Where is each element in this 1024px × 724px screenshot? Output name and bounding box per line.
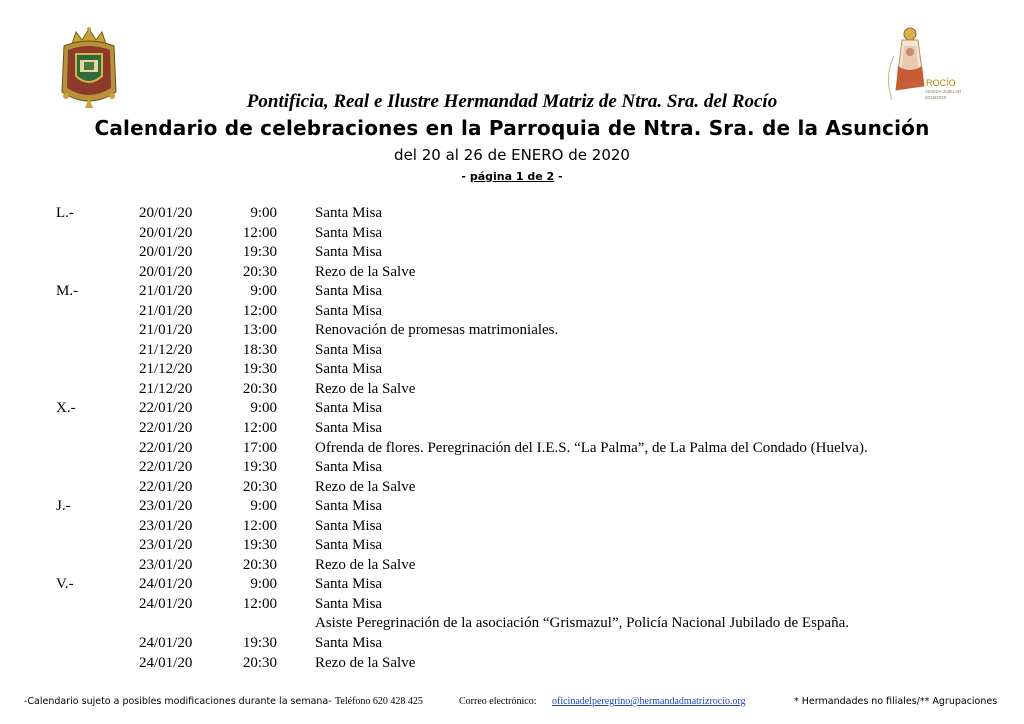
event-cell: Santa Misa [315,595,383,612]
schedule-row [0,439,1024,459]
date-cell: 21/01/20 [139,302,193,319]
schedule-row [0,419,1024,439]
event-cell: Rezo de la Salve [315,263,416,280]
schedule-row [0,399,1024,419]
rocio-logo-subtext: VENIDA JUBILAR [925,89,962,94]
day-label: M.- [56,283,79,300]
event-cell: Santa Misa [315,537,383,554]
date-cell: 24/01/20 [139,576,193,593]
time-cell: 19:30 [242,537,277,554]
time-cell: 9:00 [250,576,277,593]
date-cell: 23/01/20 [139,537,193,554]
schedule-row [0,341,1024,361]
date-cell: 21/12/20 [139,361,193,378]
date-cell: 23/01/20 [139,498,193,515]
schedule-row [0,497,1024,517]
schedule-row [0,614,1024,634]
event-cell: Santa Misa [315,224,383,241]
event-cell: Ofrenda de flores. Peregrinación del I.E.S. “La Palma”, de La Palma del Condado (Huelva). [315,439,868,456]
page-title: Calendario de celebraciones en la Parroquia de Ntra. Sra. de la Asunción [94,116,930,140]
date-cell: 20/01/20 [139,263,193,280]
date-cell: 23/01/20 [139,517,193,534]
day-label: V.- [56,576,74,593]
schedule-list [0,204,1024,673]
time-cell: 19:30 [242,361,277,378]
event-cell: Santa Misa [315,341,383,358]
footer-phone: Teléfono 620 428 425 [335,696,423,707]
schedule-row [0,224,1024,244]
time-cell: 9:00 [250,400,277,417]
footer [0,694,1024,710]
event-cell: Rezo de la Salve [315,654,416,671]
page-prefix: - [461,170,470,183]
date-cell: 24/01/20 [139,654,193,671]
date-cell: 22/01/20 [139,459,193,476]
date-cell: 22/01/20 [139,400,193,417]
schedule-row [0,380,1024,400]
footer-email-label: Correo electrónico: [459,696,537,707]
time-cell: 9:00 [250,283,277,300]
org-name: Pontificia, Real e Ilustre Hermandad Matriz de Ntra. Sra. del Rocío [246,91,778,112]
time-cell: 12:00 [242,517,277,534]
page-indicator [0,170,1024,183]
time-cell: 20:30 [242,380,277,397]
schedule-row [0,634,1024,654]
schedule-row [0,478,1024,498]
time-cell: 19:30 [242,244,277,261]
schedule-row [0,204,1024,224]
date-cell: 21/12/20 [139,341,193,358]
time-cell: 12:00 [242,420,277,437]
date-cell: 22/01/20 [139,478,193,495]
footer-note: -Calendario sujeto a posibles modificaciones durante la semana- [24,696,332,707]
event-cell: Asiste Peregrinación de la asociación “Grismazul”, Policía Nacional Jubilado de España. [315,615,849,632]
time-cell: 12:00 [242,302,277,319]
event-cell: Santa Misa [315,576,383,593]
schedule-row [0,263,1024,283]
rocio-logo-years: 2019/2020 [925,95,947,100]
event-cell: Santa Misa [315,361,383,378]
schedule-row [0,282,1024,302]
date-range: del 20 al 26 de ENERO de 2020 [394,146,630,164]
event-cell: Santa Misa [315,420,383,437]
event-cell: Santa Misa [315,205,383,221]
date-cell: 20/01/20 [139,244,193,261]
event-cell: Santa Misa [315,244,383,261]
date-cell: 22/01/20 [139,439,193,456]
time-cell: 20:30 [242,654,277,671]
date-cell: 20/01/20 [139,224,193,241]
schedule-row [0,360,1024,380]
date-cell: 20/01/20 [139,205,193,221]
schedule-row [0,654,1024,674]
time-cell: 20:30 [242,478,277,495]
schedule-row [0,458,1024,478]
schedule-row [0,575,1024,595]
day-label: X.- [56,400,76,417]
time-cell: 20:30 [242,556,277,573]
event-cell: Santa Misa [315,459,383,476]
page-suffix: - [554,170,563,183]
time-cell: 19:30 [242,635,277,652]
event-cell: Rezo de la Salve [315,556,416,573]
time-cell: 19:30 [242,459,277,476]
event-cell: Santa Misa [315,302,383,319]
day-label: J.- [56,498,71,515]
footer-email-link[interactable]: oficinadelperegrino@hermandadmatrizrocio.org [552,696,746,707]
time-cell: 17:00 [242,439,277,456]
date-cell: 21/12/20 [139,380,193,397]
schedule-row [0,321,1024,341]
schedule-row [0,302,1024,322]
event-cell: Santa Misa [315,283,383,300]
date-cell: 22/01/20 [139,420,193,437]
date-cell: 21/01/20 [139,283,193,300]
schedule-row [0,595,1024,615]
time-cell: 12:00 [242,595,277,612]
rocio-logo-text: ROCÍO [926,78,956,88]
event-cell: Santa Misa [315,498,383,515]
event-cell: Renovación de promesas matrimoniales. [315,322,559,339]
schedule-row [0,536,1024,556]
time-cell: 20:30 [242,263,277,280]
day-label: L.- [56,205,74,221]
date-cell: 24/01/20 [139,635,193,652]
event-cell: Santa Misa [315,635,383,652]
time-cell: 12:00 [242,224,277,241]
schedule-row [0,556,1024,576]
date-cell: 23/01/20 [139,556,193,573]
schedule-row [0,517,1024,537]
page-label: página 1 de 2 [469,170,555,183]
date-cell: 24/01/20 [139,595,193,612]
event-cell: Santa Misa [315,400,383,417]
schedule-row [0,243,1024,263]
event-cell: Rezo de la Salve [315,478,416,495]
time-cell: 9:00 [250,498,277,515]
time-cell: 9:00 [250,205,277,221]
footer-legend: * Hermandades no filiales/** Agrupaciones [794,696,998,707]
time-cell: 18:30 [242,341,277,358]
date-cell: 21/01/20 [139,322,193,339]
event-cell: Rezo de la Salve [315,380,416,397]
event-cell: Santa Misa [315,517,383,534]
time-cell: 13:00 [242,322,277,339]
